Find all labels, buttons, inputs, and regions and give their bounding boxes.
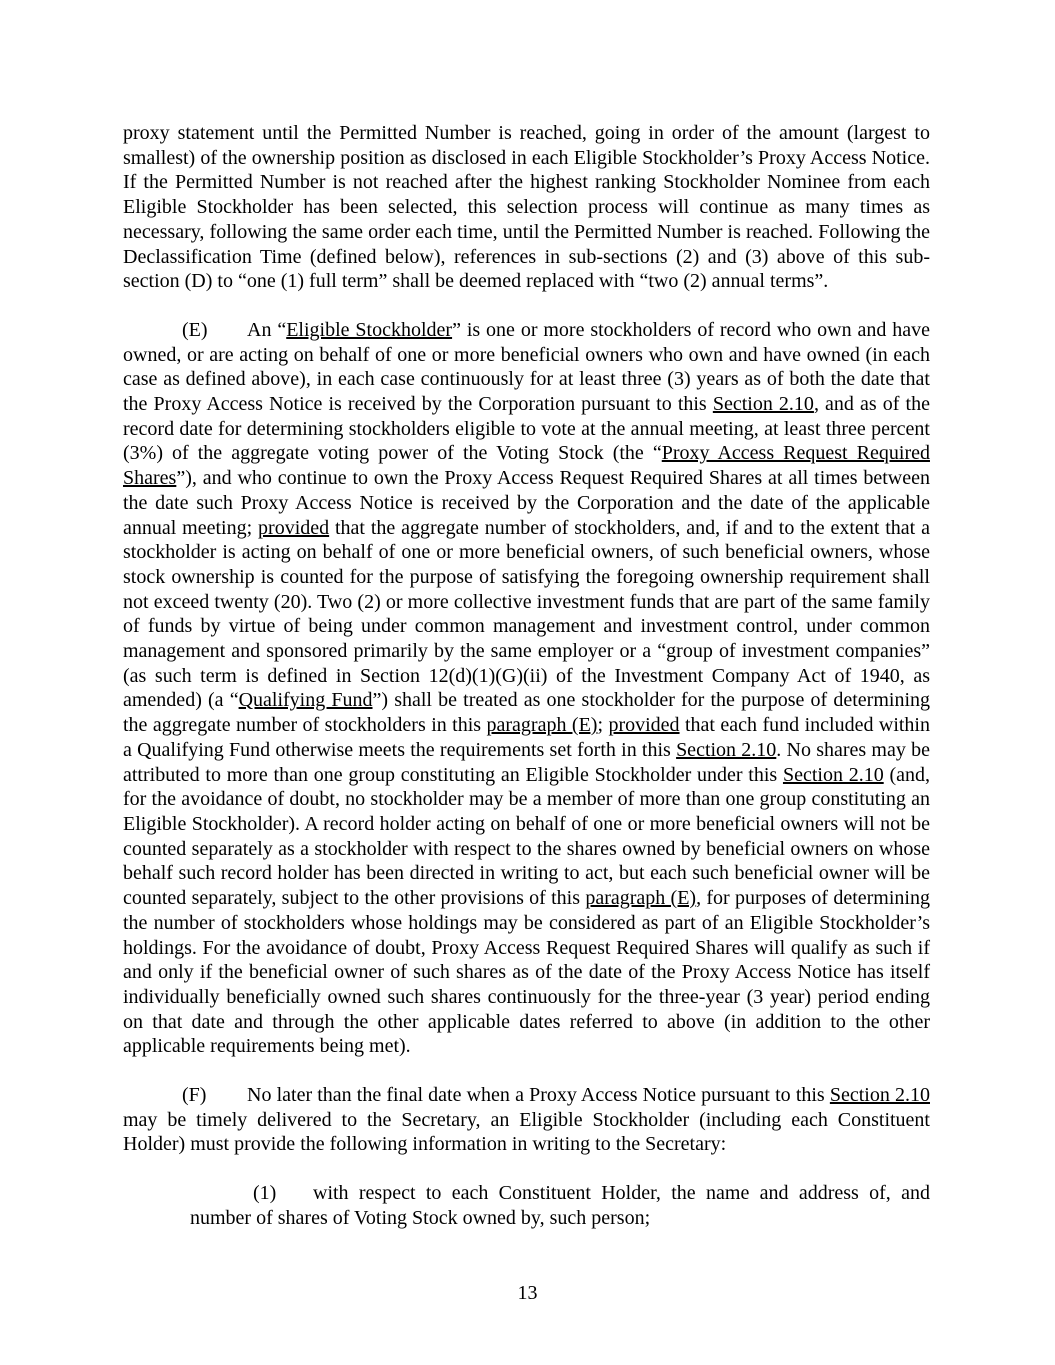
underlined-term: provided [258,516,330,539]
text-run: proxy statement until the Permitted Number is reached, going in order of the amount (largest to smallest) of the ownership position as disclosed in each Eligible Stockholder’s Proxy Access Notice. If the Permitted Number is not reached after the highest ranking Stockholder Nominee from each Eligible Stockholder has been selected, this selection process will continue as many times as necessary, following the same order each time, until the Permitted Number is reached. Following the Declassification Time (defined below), references in sub-sections (2) and (3) above of this sub-section (D) to “one (1) full term” shall be deemed replaced with “two (2) annual terms”. [123,122,930,293]
underlined-term: Qualifying Fund [238,689,373,712]
text-run: ” is one or more stockholders of record who own and have owned, or are acting on behalf of one or more beneficial owners who own and have owned (in each case as defined above), in each case continuously for at least three (3) years as of both the date that the Proxy Access Notice is received by the Corporation pursuant to this [123,318,930,416]
text-run: An “ [247,318,287,341]
paragraph-F [123,1083,930,1157]
text-run: may be timely delivered to the Secretary, an Eligible Stockholder (including each Constituent Holder) must provide the following information in writing to the Secretary: [123,1108,930,1156]
paragraph-label: (F) [182,1084,207,1107]
text-run: with respect to each Constituent Holder, the name and address of, and number of shares of Voting Stock owned by, such person; [190,1182,930,1229]
underlined-term: paragraph (E) [585,887,697,910]
document-body [123,121,930,1255]
text-run: , and as of the record date for determining stockholders eligible to vote at the annual meeting, at least three percent (3%) of the aggregate voting power of the Voting Stock (the “ [123,393,930,465]
underlined-term: Proxy Access Request Required Shares [123,442,930,490]
text-run: . No shares may be attributed to more than one group constituting an Eligible Stockholder under this [123,738,930,786]
underlined-term: paragraph (E) [486,714,598,737]
paragraph-continuation [123,121,930,294]
text-run: (and, for the avoidance of doubt, no stockholder may be a member of more than one group constituting an Eligible Stockholder). A record holder acting on behalf of one or more beneficial owners will not be counted separately as a stockholder with respect to the shares owned by beneficial owners on whose behalf such record holder has been directed in writing to act, but each such beneficial owner will be counted separately, subject to the other provisions of this [123,763,930,910]
paragraph-label: (1) [253,1182,277,1205]
page-number: 13 [517,1282,538,1304]
text-run: ; [597,714,609,737]
paragraph-E [123,318,930,1059]
underlined-term: provided [608,714,680,737]
text-run: ”) shall be treated as one stockholder for the purpose of determining the aggregate number of stockholders in this [123,689,930,737]
underlined-term: Section 2.10 [782,763,884,786]
underlined-term: Eligible Stockholder [286,318,453,341]
text-run: that the aggregate number of stockholders, and, if and to the extent that a stockholder is acting on behalf of one or more beneficial owners, of such beneficial owners, whose stock ownership is counted for the purpose of satisfying the foregoing ownership requirement shall not exceed twenty (20). Two (2) or more collective investment funds that are part of the same family of funds by virtue of being under common management and investment control, under common management and sponsored primarily by the same employer or a “group of investment companies” (as such term is defined in Section 12(d)(1)(G)(ii) of the Investment Company Act of 1940, as amended) (a “ [123,516,930,712]
text-run: , for purposes of determining the number of stockholders whose holdings may be considered as part of an Eligible Stockholder’s holdings. For the avoidance of doubt, Proxy Access Request Required Shares will qualify as such if and only if the beneficial owner of such shares as of the date of the Proxy Access Notice has itself individually beneficially owned such shares continuously for the three-year (3 year) period ending on that date and through the other applicable dates referred to above (in addition to the other applicable requirements being met). [123,887,930,1058]
text-run: that each fund included within a Qualifying Fund otherwise meets the requirements set forth in this [123,714,930,761]
text-run: No later than the final date when a Proxy Access Notice pursuant to this [247,1084,830,1107]
underlined-term: Section 2.10 [712,393,814,416]
underlined-term: Section 2.10 [829,1084,930,1107]
underlined-term: Section 2.10 [676,738,777,761]
paragraph-label: (E) [182,318,208,341]
subparagraph-1 [190,1181,930,1230]
text-run: ”), and who continue to own the Proxy Access Request Required Shares at all times between the date such Proxy Access Notice is received by the Corporation and the date of the applicable annual meeting; [123,467,930,539]
